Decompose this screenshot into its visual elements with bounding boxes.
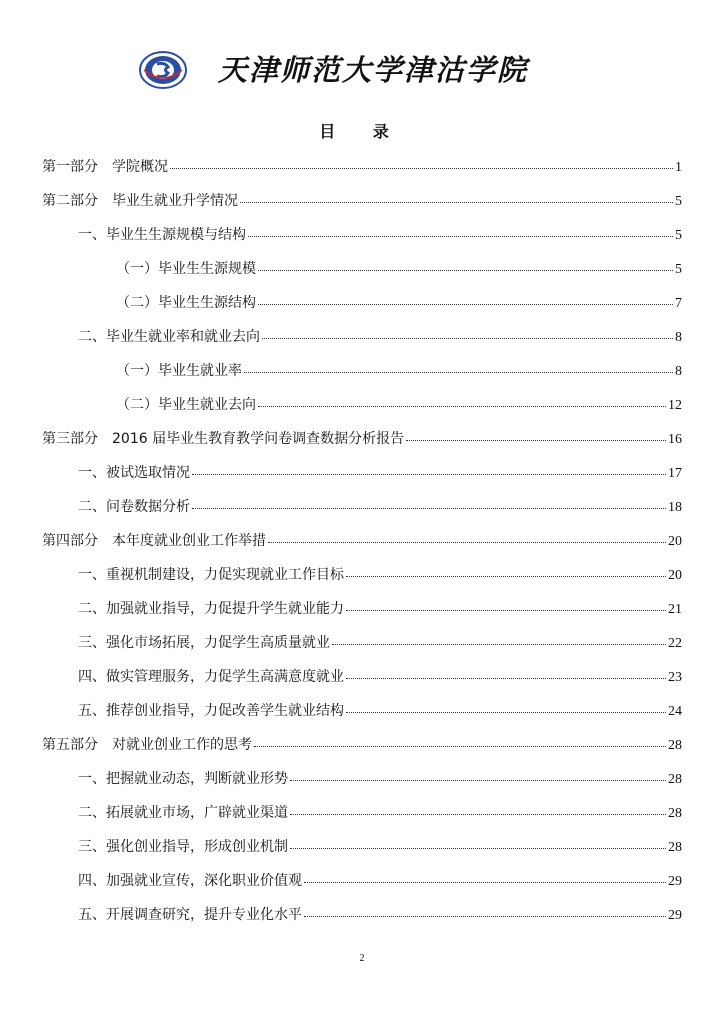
toc-title: 目 录 [319,122,405,141]
toc-entry-label: 四、加强就业宣传，深化职业价值观 [78,873,302,889]
toc-dot-leader [346,677,666,679]
toc-entry-page: 28 [668,738,682,753]
toc-entry-page: 21 [668,602,682,617]
toc-entry-page: 29 [668,874,682,889]
toc-entry[interactable] [42,490,682,524]
toc-entry-label: 第三部分 2016 届毕业生教育教学问卷调查数据分析报告 [42,431,405,447]
toc-entry[interactable] [42,898,682,932]
toc-entry[interactable] [42,286,682,320]
toc-entry-label: 五、推荐创业指导，力促改善学生就业结构 [78,703,344,719]
toc-entry-label: 一、重视机制建设，力促实现就业工作目标 [78,567,344,583]
toc-dot-leader [346,609,666,611]
toc-entry-label: 三、强化市场拓展，力促学生高质量就业 [78,635,330,651]
toc-entry-label: 一、把握就业动态，判断就业形势 [78,771,288,787]
toc-dot-leader [240,201,673,203]
toc-entry-page: 5 [675,262,682,277]
toc-entry-page: 20 [668,568,682,583]
toc-entry[interactable] [42,184,682,218]
toc-entry-label: （一）毕业生就业率 [116,363,242,379]
toc-entry-page: 17 [668,466,682,481]
document-header [0,40,724,100]
school-name: 天津师范大学津沽学院 [218,53,529,87]
toc-dot-leader [290,847,666,849]
toc-entry-label: 第一部分 学院概况 [42,159,168,175]
toc-entry-page: 5 [675,194,682,209]
toc-dot-leader [262,337,673,339]
toc-dot-leader [268,541,666,543]
toc-entry[interactable] [42,660,682,694]
toc-dot-leader [254,745,666,747]
toc-dot-leader [244,371,673,373]
toc-entry-page: 20 [668,534,682,549]
toc-dot-leader [192,473,666,475]
toc-entry[interactable] [42,524,682,558]
toc-entry[interactable] [42,762,682,796]
toc-dot-leader [258,405,666,407]
toc-dot-leader [406,439,666,441]
toc-entry-page: 28 [668,806,682,821]
toc-entry[interactable] [42,864,682,898]
toc-entry-label: 第四部分 本年度就业创业工作举措 [42,533,266,549]
toc-dot-leader [170,167,673,169]
toc-entry[interactable] [42,422,682,456]
toc-dot-leader [248,235,673,237]
toc-entry-label: 二、问卷数据分析 [78,499,190,515]
table-of-contents [42,150,682,932]
toc-entry-label: 一、被试选取情况 [78,465,190,481]
toc-entry-page: 12 [668,398,682,413]
toc-entry-label: 二、毕业生就业率和就业去向 [78,329,260,345]
toc-entry[interactable] [42,592,682,626]
toc-dot-leader [304,881,666,883]
toc-entry-page: 24 [668,704,682,719]
toc-dot-leader [258,269,673,271]
toc-entry-page: 16 [668,432,682,447]
toc-entry[interactable] [42,320,682,354]
toc-entry[interactable] [42,150,682,184]
toc-entry-page: 23 [668,670,682,685]
toc-entry[interactable] [42,626,682,660]
page-number: 2 [359,953,365,964]
toc-entry[interactable] [42,558,682,592]
toc-entry-page: 29 [668,908,682,923]
toc-entry[interactable] [42,252,682,286]
toc-entry[interactable] [42,388,682,422]
toc-entry-label: 第二部分 毕业生就业升学情况 [42,193,238,209]
toc-entry-page: 28 [668,840,682,855]
toc-entry-page: 1 [675,160,682,175]
toc-entry-page: 28 [668,772,682,787]
toc-entry-label: 二、拓展就业市场，广辟就业渠道 [78,805,288,821]
toc-entry-label: 四、做实管理服务，力促学生高满意度就业 [78,669,344,685]
toc-entry-label: 五、开展调查研究，提升专业化水平 [78,907,302,923]
toc-entry-page: 22 [668,636,682,651]
toc-entry[interactable] [42,694,682,728]
toc-entry[interactable] [42,218,682,252]
toc-dot-leader [346,575,666,577]
toc-entry-label: 一、毕业生生源规模与结构 [78,227,246,243]
toc-entry[interactable] [42,796,682,830]
toc-entry-page: 5 [675,228,682,243]
toc-entry-page: 8 [675,330,682,345]
toc-entry-label: 第五部分 对就业创业工作的思考 [42,737,252,753]
toc-dot-leader [290,813,666,815]
toc-entry[interactable] [42,830,682,864]
toc-entry-label: 三、强化创业指导，形成创业机制 [78,839,288,855]
toc-dot-leader [346,711,666,713]
toc-entry-page: 8 [675,364,682,379]
toc-entry-label: 二、加强就业指导，力促提升学生就业能力 [78,601,344,617]
toc-dot-leader [258,303,673,305]
toc-dot-leader [192,507,666,509]
toc-dot-leader [304,915,666,917]
university-seal-icon [138,50,188,90]
toc-entry-page: 18 [668,500,682,515]
toc-entry-label: （二）毕业生生源结构 [116,295,256,311]
toc-entry[interactable] [42,728,682,762]
toc-entry[interactable] [42,456,682,490]
toc-entry-label: （二）毕业生就业去向 [116,397,256,413]
toc-entry-label: （一）毕业生生源规模 [116,261,256,277]
toc-dot-leader [290,779,666,781]
toc-entry-page: 7 [675,296,682,311]
toc-dot-leader [332,643,666,645]
toc-entry[interactable] [42,354,682,388]
